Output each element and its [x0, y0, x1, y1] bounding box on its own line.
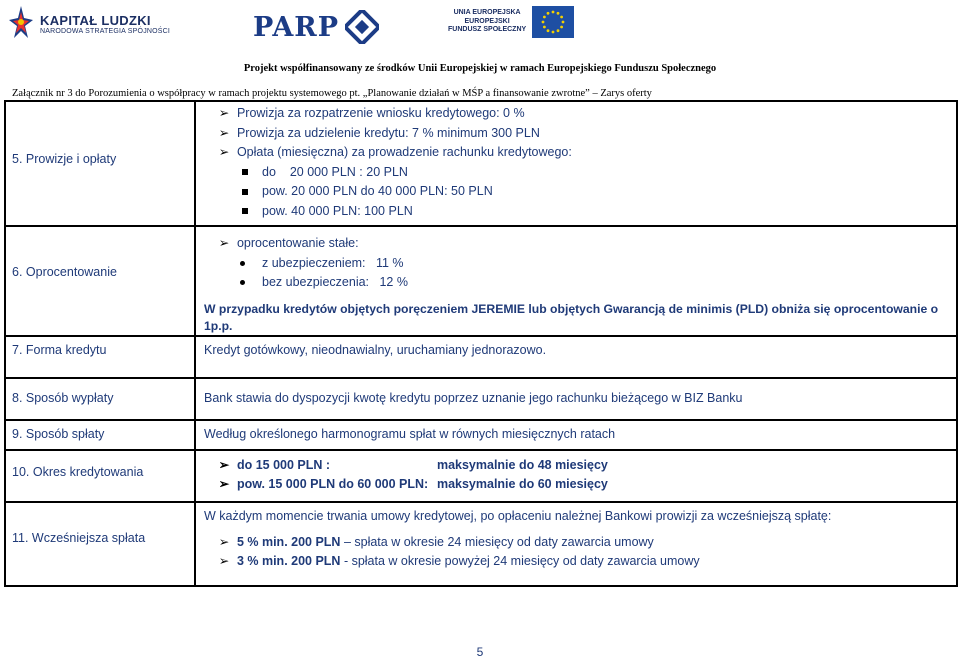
- early-tier1-rate: 5 % min. 200 PLN: [236, 534, 341, 549]
- dot-bullet-icon: [240, 261, 245, 266]
- fee-tier1: 20 000 PLN : 20 PLN: [289, 164, 408, 179]
- early-tier1-desc: – spłata w okresie 24 miesięcy od daty zawarcia umowy: [340, 534, 654, 549]
- fee-tier2: pow. 20 000 PLN do 40 000 PLN: 50 PLN: [262, 184, 493, 198]
- parp-logo: [253, 10, 379, 44]
- fee-application: Prowizja za rozpatrzenie wniosku kredytowego: 0 %: [236, 106, 525, 120]
- table-row-form: [5, 336, 957, 378]
- table-row-disbursement: [5, 378, 957, 420]
- ue-line3: FUNDUSZ SPOŁECZNY: [448, 26, 527, 34]
- square-bullet-icon: [242, 189, 248, 195]
- interest-uninsured-label: bez ubezpieczenia:: [262, 275, 370, 289]
- arrow-bullet-icon: ➢: [218, 457, 230, 472]
- row-label-fees: 5. Prowizje i opłaty: [12, 152, 117, 166]
- period-tier1-value: maksymalnie do 48 miesięcy: [436, 457, 608, 472]
- ue-line1: UNIA EUROPEJSKA: [453, 9, 521, 17]
- dot-bullet-icon: [240, 280, 245, 285]
- fee-tier3: pow. 40 000 PLN: 100 PLN: [262, 203, 413, 218]
- row-label-form: 7. Forma kredytu: [12, 342, 107, 357]
- fee-granting: Prowizja za udzielenie kredytu: 7 % minimum 300 PLN: [236, 125, 540, 140]
- row-label-interest: 6. Oprocentowanie: [12, 265, 117, 279]
- table-row-fees: [5, 101, 957, 226]
- period-tier2-value: maksymalnie do 60 miesięcy: [436, 477, 608, 491]
- table-row-period: [5, 450, 957, 502]
- arrow-bullet-icon: ➢: [218, 106, 230, 120]
- square-bullet-icon: [242, 169, 248, 175]
- arrow-bullet-icon: ➢: [218, 534, 230, 549]
- arrow-bullet-icon: ➢: [218, 477, 230, 491]
- period-tier2-amount: pow. 15 000 PLN do 60 000 PLN:: [236, 477, 429, 491]
- header-logos: [0, 0, 960, 60]
- table-row-repayment: [5, 420, 957, 450]
- kapital-ludzki-title: KAPITAŁ LUDZKI: [40, 13, 151, 28]
- square-bullet-icon: [242, 208, 248, 214]
- arrow-bullet-icon: ➢: [218, 125, 230, 140]
- interest-note: W przypadku kredytów objętych poręczeniem JEREMIE lub objętych Gwarancją de minimis (PLD) obniża się oprocentowanie o 1p.p.: [204, 301, 939, 333]
- project-cofinancing-note: Projekt współfinansowany ze środków Unii Europejskiej w ramach Europejskiego Funduszu Społecznego: [243, 63, 717, 74]
- fee-tier1-prefix: do: [262, 164, 276, 179]
- disbursement-value: Bank stawia do dyspozycji kwotę kredytu poprzez uznanie jego rachunku bieżącego w BIZ Banku: [195, 378, 957, 420]
- early-repayment-intro: W każdym momencie trwania umowy kredytowej, po opłaceniu należnej Bankowi prowizji za wcześniejszą spłatę:: [204, 508, 832, 523]
- period-tier1-amount: do 15 000 PLN :: [236, 457, 331, 472]
- table-row-interest: [5, 226, 957, 336]
- early-tier2-rate: 3 % min. 200 PLN: [236, 554, 341, 568]
- ue-logo: [448, 6, 574, 38]
- arrow-bullet-icon: ➢: [218, 236, 230, 250]
- annex-title: Załącznik nr 3 do Porozumienia o współpracy w ramach projektu systemowego pt. „Planowanie działań w MŚP a finansowanie zwrotne” – Zarys oferty: [12, 88, 652, 99]
- offer-table: [4, 100, 958, 587]
- row-label-early-repayment: 11. Wcześniejsza spłata: [12, 530, 146, 545]
- page-number: 5: [476, 645, 484, 659]
- interest-insured-value: 11 %: [375, 255, 404, 270]
- interest-fixed: oprocentowanie stałe:: [236, 236, 359, 250]
- row-label-period: 10. Okres kredytowania: [12, 464, 144, 479]
- parp-emblem-icon: [345, 10, 379, 44]
- parp-text: PARP: [253, 11, 340, 43]
- kapital-ludzki-subtitle: NARODOWA STRATEGIA SPÓJNOŚCI: [40, 28, 171, 35]
- row-label-repayment: 9. Sposób spłaty: [12, 426, 105, 441]
- ue-line2: EUROPEJSKI: [464, 17, 510, 25]
- interest-uninsured-value: 12 %: [379, 275, 408, 289]
- kapital-ludzki-star-icon: [8, 4, 34, 44]
- early-tier2-desc: - spłata w okresie powyżej 24 miesięcy od daty zawarcia umowy: [340, 554, 700, 568]
- form-value: Kredyt gotówkowy, nieodnawialny, uruchamiany jednorazowo.: [195, 336, 957, 378]
- repayment-value: Według określonego harmonogramu spłat w równych miesięcznych ratach: [195, 420, 957, 450]
- eu-flag-icon: [532, 6, 574, 38]
- table-row-early-repayment: [5, 502, 957, 586]
- fee-account: Opłata (miesięczna) za prowadzenie rachunku kredytowego:: [236, 145, 572, 159]
- arrow-bullet-icon: ➢: [218, 145, 230, 159]
- row-label-disbursement: 8. Sposób wypłaty: [12, 390, 114, 405]
- arrow-bullet-icon: ➢: [218, 554, 230, 568]
- kapital-ludzki-logo: [8, 4, 170, 44]
- interest-insured-label: z ubezpieczeniem:: [262, 255, 366, 270]
